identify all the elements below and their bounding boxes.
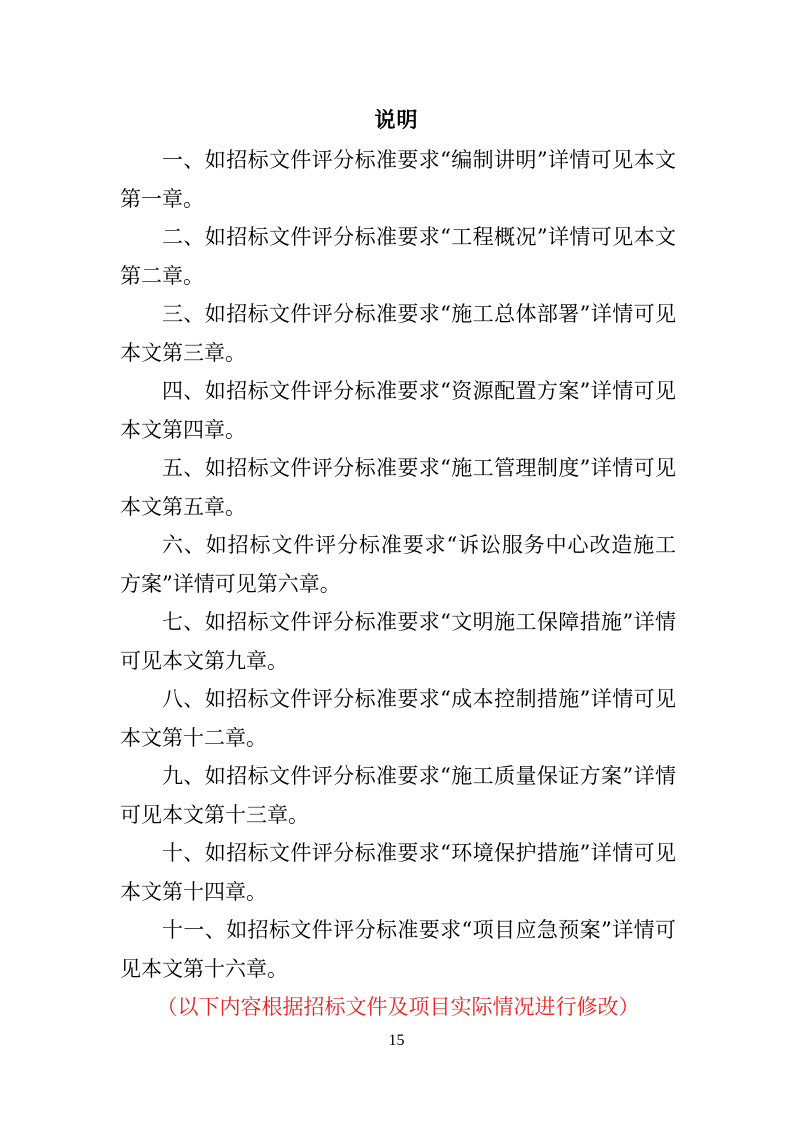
paragraph-4: 四、如招标文件评分标准要求“资源配置方案”详情可见本文第四章。 — [120, 379, 676, 442]
revision-note: （以下内容根据招标文件及项目实际情况进行修改） — [156, 995, 640, 1019]
page-number: 15 — [388, 1032, 405, 1049]
page-title: 说明 — [374, 107, 419, 132]
paragraph-10: 十、如招标文件评分标准要求“环境保护措施”详情可见本文第十四章。 — [120, 841, 676, 904]
paragraph-7: 七、如招标文件评分标准要求“文明施工保障措施”详情可见本文第九章。 — [120, 610, 676, 673]
paragraph-3: 三、如招标文件评分标准要求“施工总体部署”详情可见本文第三章。 — [120, 302, 676, 365]
document-body — [120, 141, 676, 1027]
paragraph-1: 一、如招标文件评分标准要求“编制讲明”详情可见本文第一章。 — [120, 148, 676, 211]
paragraph-8: 八、如招标文件评分标准要求“成本控制措施”详情可见本文第十二章。 — [120, 687, 676, 750]
paragraph-9: 九、如招标文件评分标准要求“施工质量保证方案”详情可见本文第十三章。 — [120, 764, 676, 827]
paragraph-11: 十一、如招标文件评分标准要求“项目应急预案”详情可见本文第十六章。 — [120, 918, 676, 981]
paragraph-6: 六、如招标文件评分标准要求“诉讼服务中心改造施工方案”详情可见第六章。 — [120, 533, 676, 596]
paragraph-2: 二、如招标文件评分标准要求“工程概况”详情可见本文第二章。 — [120, 225, 676, 288]
paragraph-5: 五、如招标文件评分标准要求“施工管理制度”详情可见本文第五章。 — [120, 456, 676, 519]
